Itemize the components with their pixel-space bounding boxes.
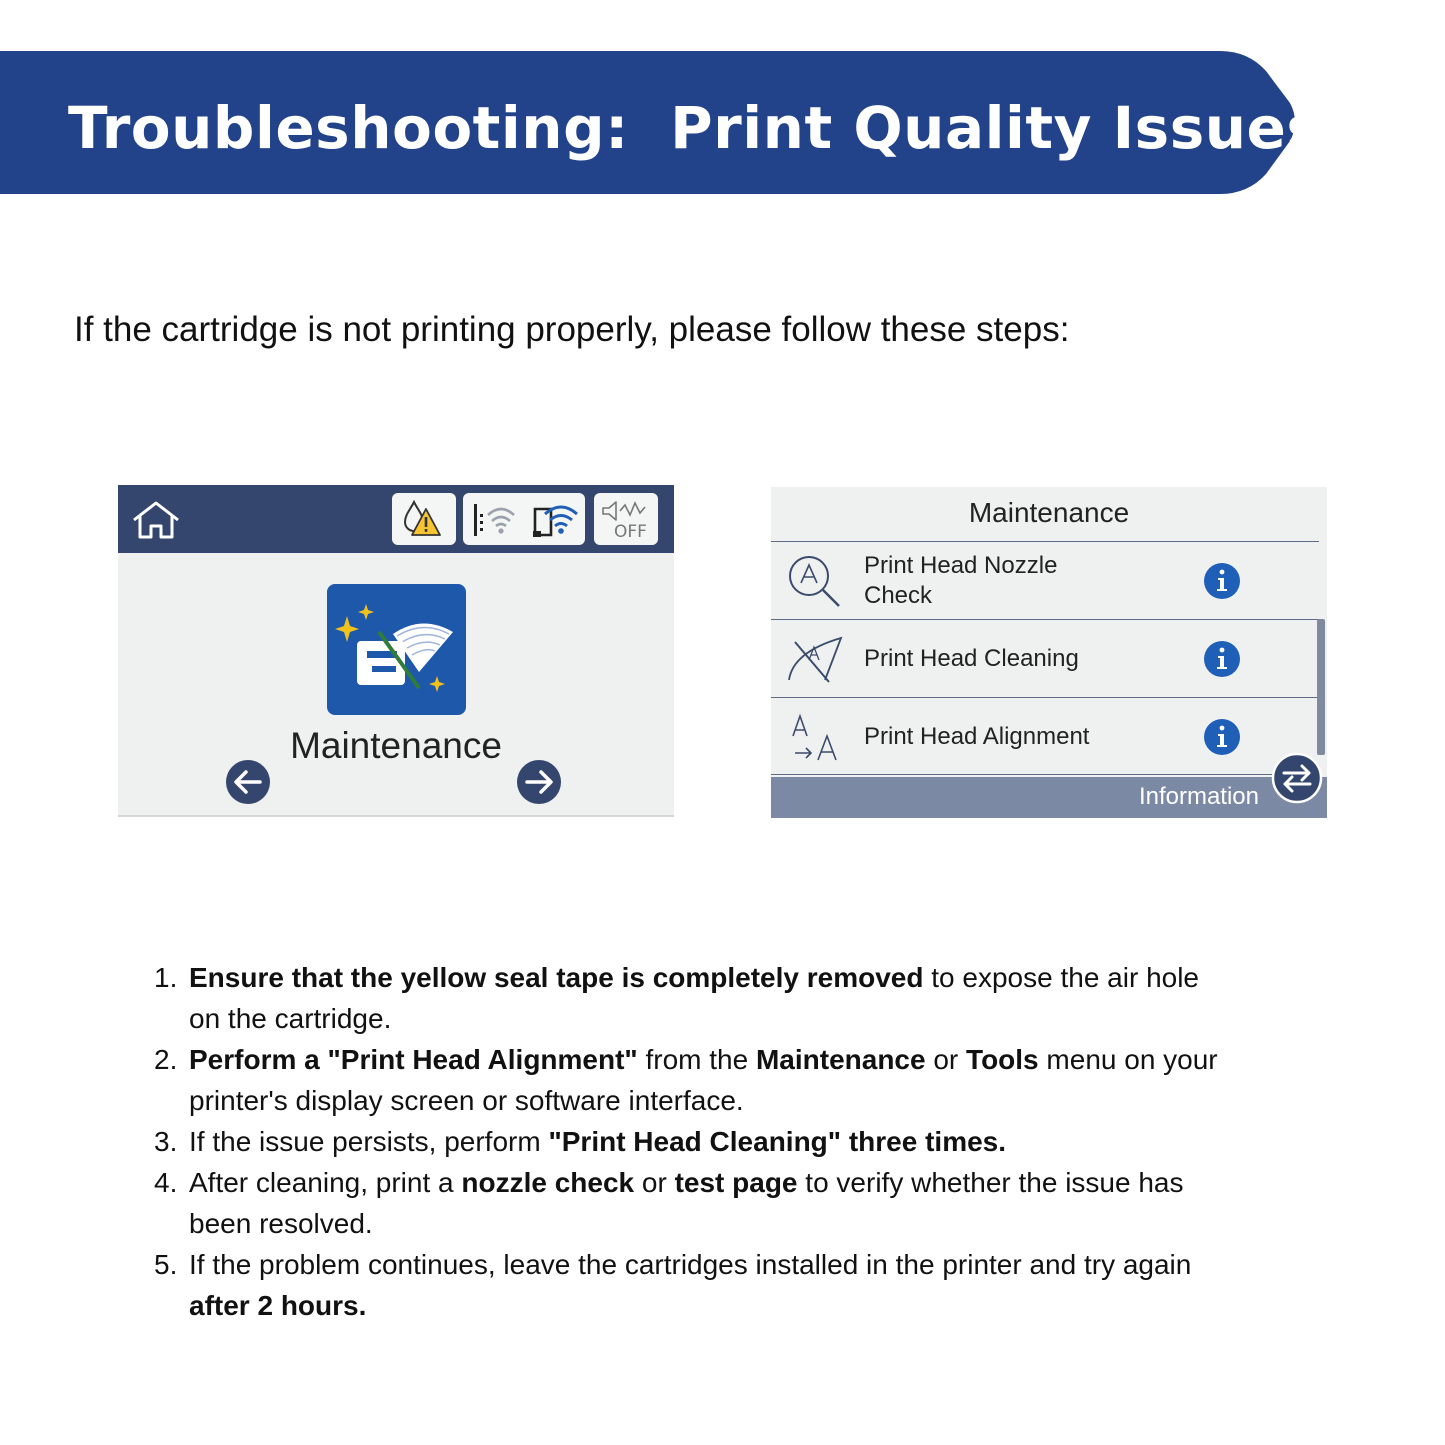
wifi-icon xyxy=(463,493,585,545)
steps-list xyxy=(154,957,1334,1326)
menu-item-head-alignment[interactable] xyxy=(771,697,1319,775)
step-text: on the cartridge. xyxy=(189,1003,392,1034)
home-icon[interactable] xyxy=(130,499,182,541)
info-icon[interactable] xyxy=(1203,562,1241,600)
info-icon[interactable] xyxy=(1203,640,1241,678)
menu-title: Maintenance xyxy=(968,497,1130,528)
step-number: 1. xyxy=(154,962,178,993)
arrow-right-icon[interactable] xyxy=(516,759,562,805)
home-status-bar xyxy=(118,485,674,553)
step-text-bold: after 2 hours. xyxy=(189,1290,367,1321)
ink-status-button[interactable] xyxy=(392,493,456,545)
page-title: Troubleshooting: Print Quality Issues xyxy=(68,94,1322,162)
head-alignment-icon xyxy=(785,708,845,764)
step-item xyxy=(154,1162,1334,1244)
step-text: or xyxy=(925,1044,967,1075)
switch-arrows-icon[interactable] xyxy=(1271,752,1323,804)
printer-home-screen xyxy=(118,485,674,817)
menu-scrollbar[interactable] xyxy=(1317,619,1325,755)
maintenance-menu-screen xyxy=(771,487,1327,818)
maintenance-tile[interactable] xyxy=(327,584,466,715)
step-text-bold: nozzle check xyxy=(461,1167,635,1198)
step-number: 4. xyxy=(154,1167,178,1198)
step-item xyxy=(154,1244,1334,1326)
step-text-bold: Maintenance xyxy=(755,1044,926,1075)
menu-item-label: Print Head Cleaning xyxy=(864,645,1079,672)
ink-warning-icon xyxy=(392,493,456,545)
step-number: 2. xyxy=(154,1044,178,1075)
step-text-bold: Perform a "Print Head Alignment" xyxy=(189,1044,638,1075)
maintenance-icon xyxy=(327,584,466,715)
step-item xyxy=(154,1121,1334,1162)
step-text: If the issue persists, perform xyxy=(189,1126,549,1157)
step-text-bold: test page xyxy=(674,1167,798,1198)
home-screen-label: Maintenance xyxy=(290,725,502,766)
information-button[interactable]: Information xyxy=(1138,783,1259,810)
step-text: to verify whether the issue has xyxy=(797,1167,1184,1198)
step-text: printer's display screen or software interface. xyxy=(189,1085,744,1116)
step-text: If the problem continues, leave the cartridges installed in the printer and try again xyxy=(189,1249,1192,1280)
step-text: from the xyxy=(637,1044,756,1075)
step-text: menu on your xyxy=(1038,1044,1218,1075)
arrow-left-icon[interactable] xyxy=(225,759,271,805)
step-text: or xyxy=(634,1167,675,1198)
step-text: to expose the air hole xyxy=(923,962,1199,993)
sound-off-icon xyxy=(594,493,658,545)
intro-text: If the cartridge is not printing properly, please follow these steps: xyxy=(74,310,1070,349)
nozzle-check-icon xyxy=(785,552,845,608)
network-status-button[interactable] xyxy=(463,493,585,545)
menu-item-label: Print Head Nozzle Check xyxy=(864,552,1058,609)
step-text-bold: Ensure that the yellow seal tape is completely removed xyxy=(189,962,924,993)
sound-status-button[interactable] xyxy=(594,493,658,545)
step-text: been resolved. xyxy=(189,1208,373,1239)
menu-item-label: Print Head Alignment xyxy=(864,723,1090,750)
step-item xyxy=(154,957,1334,1039)
step-number: 5. xyxy=(154,1249,178,1280)
head-cleaning-icon xyxy=(785,630,845,686)
step-number: 3. xyxy=(154,1126,178,1157)
info-icon[interactable] xyxy=(1203,718,1241,756)
step-text-bold: Tools xyxy=(966,1044,1039,1075)
sound-status-text: OFF xyxy=(614,522,647,542)
step-text: After cleaning, print a xyxy=(189,1167,462,1198)
step-text-bold: "Print Head Cleaning" three times. xyxy=(548,1126,1007,1157)
menu-item-head-cleaning[interactable] xyxy=(771,619,1319,697)
menu-footer xyxy=(771,777,1327,818)
menu-item-nozzle-check[interactable] xyxy=(771,541,1319,619)
step-item xyxy=(154,1039,1334,1121)
